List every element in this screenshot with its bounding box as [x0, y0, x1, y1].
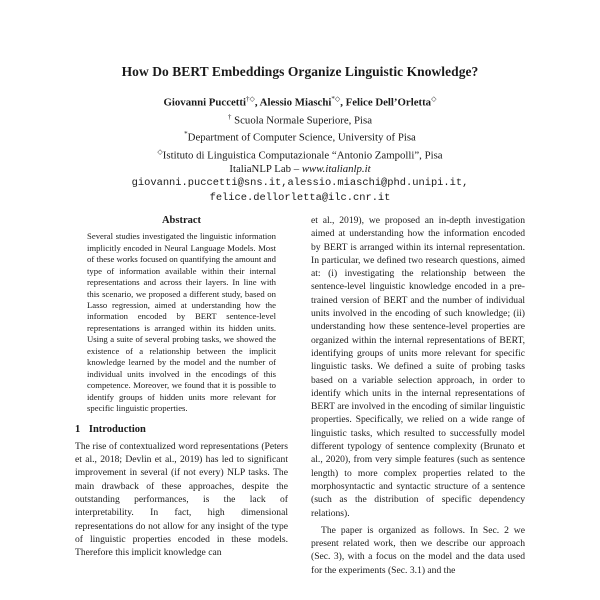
lab-line: ItaliaNLP Lab – www.italianlp.it [229, 163, 371, 176]
author-marks: *◇ [331, 95, 341, 103]
author-block [0, 92, 600, 206]
paper-title: How Do BERT Embeddings Organize Linguistic Knowledge? [121, 64, 479, 79]
affiliation: ◇Istituto di Linguistica Computazionale “Antonio Zampolli”, Pisa [157, 147, 443, 162]
abstract-heading: Abstract [161, 215, 202, 226]
affiliation: † Scuola Normale Superiore, Pisa [227, 112, 373, 127]
abstract-text: Several studies investigated the linguistic information implicitly encoded in Neural Language Models. Most of these works focused on quantifying the amount and type of information available within their internal representations and across their layers. In line with this scenario, we proposed a different study, based on Lasso regression, aimed at understanding how the information encoded by BERT sentence-level representations is arranged within its hidden units. Using a suite of several probing tasks, we showed the existence of a relationship between the implicit knowledge learned by the model and the number of individual units involved in the encodings of this competence. Moreover, we found that it is possible to identify groups of hidden units more relevant for specific linguistic properties. [87, 231, 276, 414]
author-names: Giovanni Puccetti†◇, Alessio Miaschi*◇, Felice Dell’Orletta◇ [163, 95, 437, 109]
author-marks: ◇ [431, 95, 437, 103]
paragraph: et al., 2019), we proposed an in-depth investigation aimed at understanding how the information encoded by BERT is arranged within its internal representation. In particular, we defined two research questions, aimed at: (i) investigating the relationship between the sentence-level linguistic knowledge encoded in a pre-trained version of BERT and the number of individual units involved in the encoding of such knowledge; (ii) understanding how these sentence-level properties are organized within the internal representations of BERT, identifying groups of units more relevant for specific linguistic tasks. We defined a suite of probing tasks based on a variable selection approach, in order to identify which units in the internal representations of BERT are involved in the encoding of similar linguistic properties. Specifically, we relied on a wide range of linguistic tasks, which resulted to successfully model different typology of sentence complexity (Brunato et al., 2020), from very simple features (such as sentence length) to more complex properties related to the morphosyntactic and syntactic structure of a sentence (such as the distribution of specific dependency relations). [311, 215, 525, 519]
author-name: Giovanni Puccetti [163, 96, 246, 109]
author-marks: †◇ [245, 95, 255, 103]
section-heading: 1 Introduction [75, 423, 146, 435]
email-line: felice.dellorletta@ilc.cnr.it [209, 192, 391, 205]
email-line: giovanni.puccetti@sns.it,alessio.miaschi@phd.unipi.it, [131, 177, 469, 190]
lab-url[interactable]: www.italianlp.it [301, 163, 371, 176]
author-name: Alessio Miaschi [259, 96, 332, 109]
affiliation: *Department of Computer Science, University of Pisa [184, 130, 416, 144]
left-column [75, 214, 288, 560]
paragraph: The paper is organized as follows. In Sec. 2 we present related work, then we describe our approach (Sec. 3), with a focus on the model and the data used for the experiments (Sec. 3.1) and the [311, 524, 525, 576]
paragraph: The rise of contextualized word representations (Peters et al., 2018; Devlin et al., 2019) has led to significant improvement in several (if not every) NLP tasks. The main drawback of these approaches, despite the outstanding performances, is the lack of interpretability. In fact, high dimensional representations do not allow for any insight of the type of linguistic properties encoded in these models. Therefore this implicit knowledge can [75, 440, 288, 559]
author-name: Felice Dell’Orletta [345, 96, 432, 109]
right-column [311, 214, 525, 577]
